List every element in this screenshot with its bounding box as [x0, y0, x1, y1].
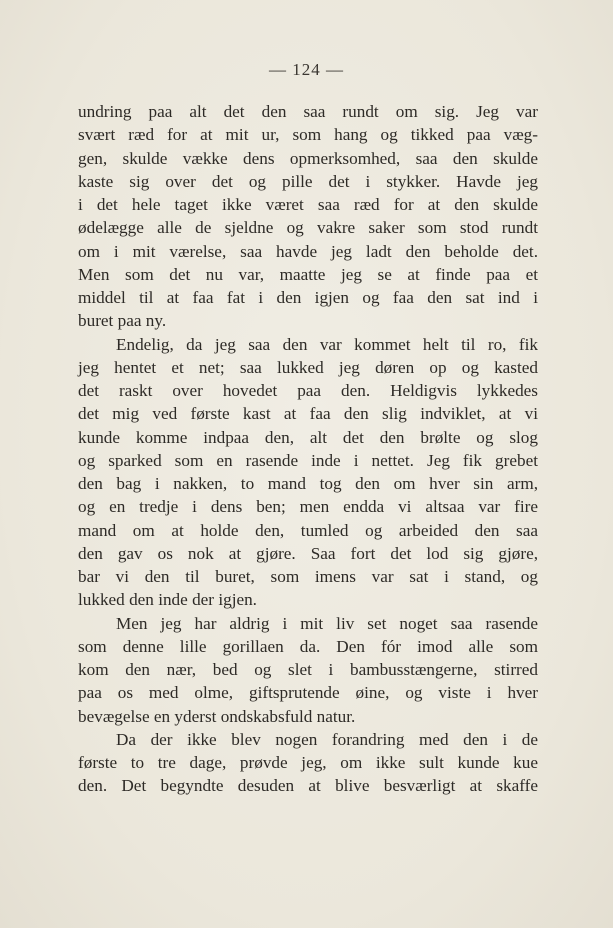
text-line: Endelig, da jeg saa den var kommet helt til ro, fik: [116, 334, 538, 354]
text-line: om i mit værelse, saa havde jeg ladt den beholde det.: [78, 241, 538, 261]
text-line: i det hele taget ikke været saa ræd for at den skulde: [78, 195, 538, 214]
text-line: kaste sig over det og pille det i stykker. Havde jeg: [78, 171, 538, 191]
text-line: og en tredje i dens ben; men endda vi altsaa var fire: [78, 497, 538, 517]
text-line: det mig ved første kast at faa den slig indviklet, at vi: [78, 404, 538, 424]
text-line: buret paa ny.: [78, 311, 167, 331]
page-number: — 124 —: [269, 60, 344, 79]
text-line: ødelægge alle de sjeldne og vakre saker som stod rundt: [78, 218, 538, 238]
text-line: undring paa alt det den saa rundt om sig. Jeg var: [78, 102, 538, 121]
text-line: den bag i nakken, to mand tog den om hver sin arm,: [78, 474, 538, 493]
text-line: bar vi den til buret, som imens var sat i stand, og: [78, 567, 538, 586]
text-line: gen, skulde vække dens opmerksomhed, saa den skulde: [78, 148, 538, 168]
text-line: kom den nær, bed og slet i bambusstængerne, stirred: [78, 660, 538, 679]
text-line: den. Det begyndte desuden at blive besværligt at skaffe: [78, 776, 538, 796]
text-line: den gav os nok at gjøre. Saa fort det lod sig gjøre,: [78, 543, 538, 563]
text-line: kunde komme indpaa den, alt det den brølte og slog: [78, 427, 538, 447]
body-text: [78, 100, 538, 798]
text-line: Men som det nu var, maatte jeg se at finde paa et: [78, 264, 538, 284]
text-line: lukked den inde der igjen.: [78, 590, 257, 610]
text-line: Men jeg har aldrig i mit liv set noget saa rasende: [116, 613, 538, 633]
text-line: middel til at faa fat i den igjen og faa den sat ind i: [78, 288, 538, 307]
text-line: mand om at holde den, tumled og arbeided den saa: [78, 520, 538, 540]
text-line: paa os med olme, giftsprutende øine, og viste i hver: [78, 683, 538, 703]
text-line: det raskt over hovedet paa den. Heldigvis lykkedes: [78, 381, 538, 400]
text-line: første to tre dage, prøvde jeg, om ikke sult kunde kue: [78, 753, 538, 772]
text-line: jeg hentet et net; saa lukked jeg døren op og kasted: [78, 357, 538, 377]
text-line: Da der ikke blev nogen forandring med den i de: [116, 729, 538, 749]
text-line: som denne lille gorillaen da. Den fór imod alle som: [78, 636, 538, 656]
text-line: bevægelse en yderst ondskabsfuld natur.: [78, 706, 356, 726]
text-line: svært ræd for at mit ur, som hang og tikked paa væg-: [78, 125, 538, 145]
text-line: og sparked som en rasende inde i nettet. Jeg fik grebet: [78, 450, 538, 470]
